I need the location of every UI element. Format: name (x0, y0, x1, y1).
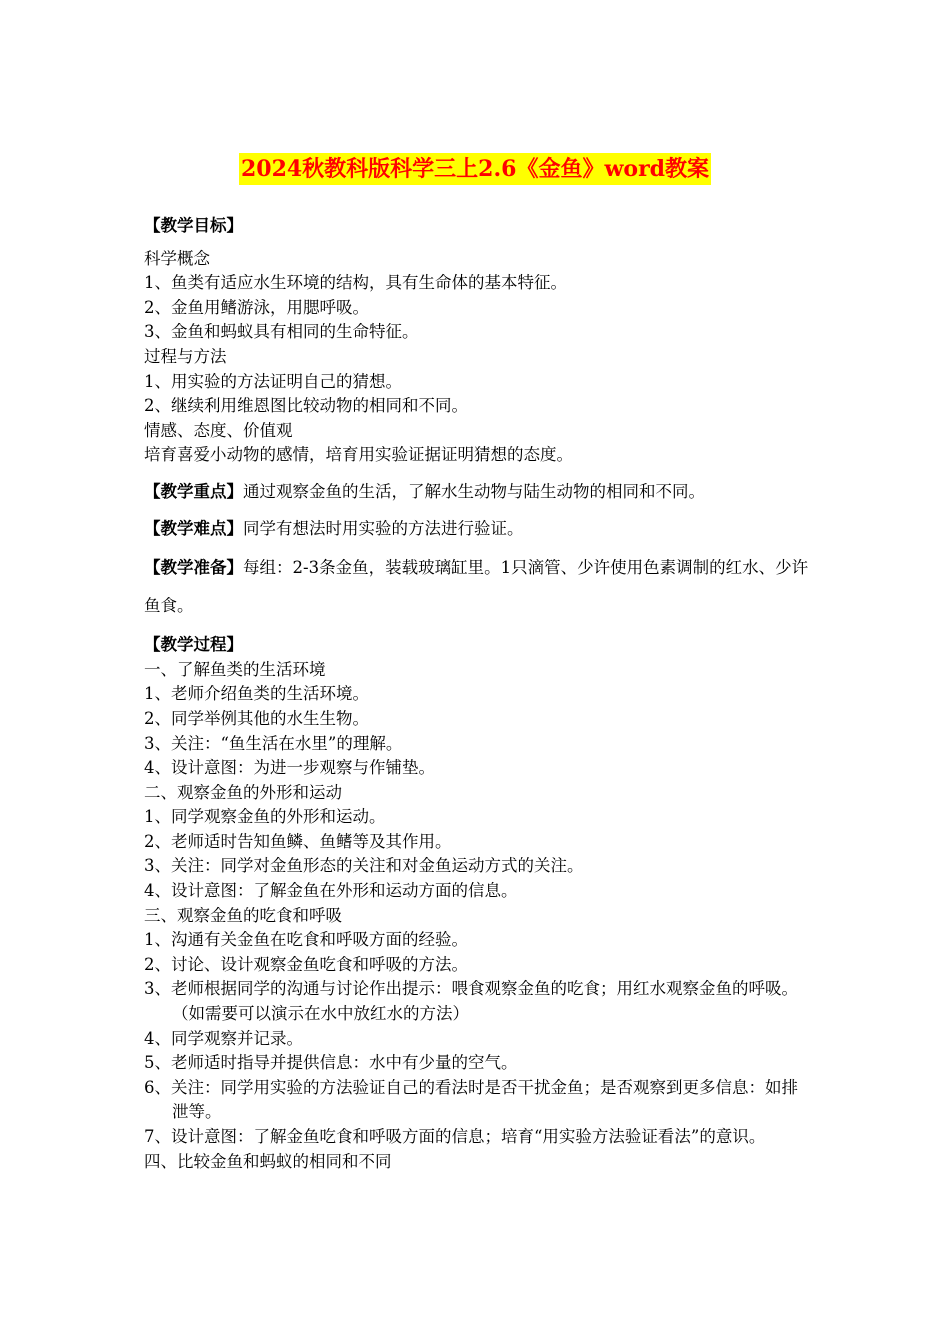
focus-text: 通过观察金鱼的生活，了解水生动物与陆生动物的相同和不同。 (243, 481, 705, 501)
concept-item: 3、金鱼和蚂蚁具有相同的生命特征。 (144, 322, 419, 342)
emotion-heading: 情感、态度、价值观 (144, 420, 293, 440)
list-item: 4、设计意图：了解金鱼在外形和运动方面的信息。 (144, 881, 518, 901)
document-title: 2024秋教科版科学三上2.6《金鱼》word教案 (239, 153, 711, 185)
list-item: 6、关注：同学用实验的方法验证自己的看法时是否干扰金鱼；是否观察到更多信息：如排泄等。 (144, 1077, 798, 1122)
list-item: 3、关注：同学对金鱼形态的关注和对金鱼运动方式的关注。 (144, 856, 584, 876)
preparation-label: 【教学准备】 (144, 558, 243, 578)
focus-paragraph (144, 480, 814, 505)
difficulty-paragraph (144, 517, 814, 542)
emotion-text: 培育喜爱小动物的感情，培育用实验证据证明猜想的态度。 (144, 445, 573, 465)
list-item: 2、老师适时告知鱼鳞、鱼鳍等及其作用。 (144, 831, 452, 851)
document-body (144, 214, 814, 1174)
concept-heading: 科学概念 (144, 248, 210, 268)
list-item: 7、设计意图：了解金鱼吃食和呼吸方面的信息；培育“用实验方法验证看法”的意识。 (144, 1127, 766, 1146)
list-item: 3、关注：“鱼生活在水里”的理解。 (144, 733, 403, 753)
list-item: 3、老师根据同学的沟通与讨论作出提示：喂食观察金鱼的吃食；用红水观察金鱼的呼吸。（如需要可以演示在水中放红水的方法） (144, 979, 798, 1024)
method-item: 1、用实验的方法证明自己的猜想。 (144, 371, 402, 391)
concept-item: 2、金鱼用鳍游泳，用腮呼吸。 (144, 297, 369, 317)
section-title: 二、观察金鱼的外形和运动 (144, 782, 342, 802)
list-item: 1、老师介绍鱼类的生活环境。 (144, 684, 369, 704)
list-item: 1、同学观察金鱼的外形和运动。 (144, 807, 386, 827)
section-title: 一、了解鱼类的生活环境 (144, 659, 326, 679)
method-item: 2、继续利用维恩图比较动物的相同和不同。 (144, 396, 468, 416)
section-title: 四、比较金鱼和蚂蚁的相同和不同 (144, 1151, 392, 1171)
focus-label: 【教学重点】 (144, 481, 243, 501)
list-item: 4、设计意图：为进一步观察与作铺垫。 (144, 758, 435, 778)
list-item: 2、同学举例其他的水生生物。 (144, 708, 369, 728)
list-item: 5、老师适时指导并提供信息：水中有少量的空气。 (144, 1053, 518, 1073)
preparation-paragraph (144, 549, 814, 625)
difficulty-text: 同学有想法时用实验的方法进行验证。 (243, 518, 524, 538)
list-item: 4、同学观察并记录。 (144, 1028, 303, 1048)
concept-item: 1、鱼类有适应水生环境的结构，具有生命体的基本特征。 (144, 273, 567, 293)
section-title: 三、观察金鱼的吃食和呼吸 (144, 905, 342, 925)
process-heading: 【教学过程】 (144, 635, 243, 655)
list-item: 1、沟通有关金鱼在吃食和呼吸方面的经验。 (144, 930, 468, 950)
difficulty-label: 【教学难点】 (144, 518, 243, 538)
list-item: 2、讨论、设计观察金鱼吃食和呼吸的方法。 (144, 954, 468, 974)
title-wrap (0, 153, 950, 185)
preparation-text: 每组：2-3条金鱼，装载玻璃缸里。1只滴管、少许使用色素调制的红水、少许鱼食。 (144, 558, 809, 616)
objectives-heading: 【教学目标】 (144, 216, 243, 235)
method-heading: 过程与方法 (144, 346, 227, 366)
